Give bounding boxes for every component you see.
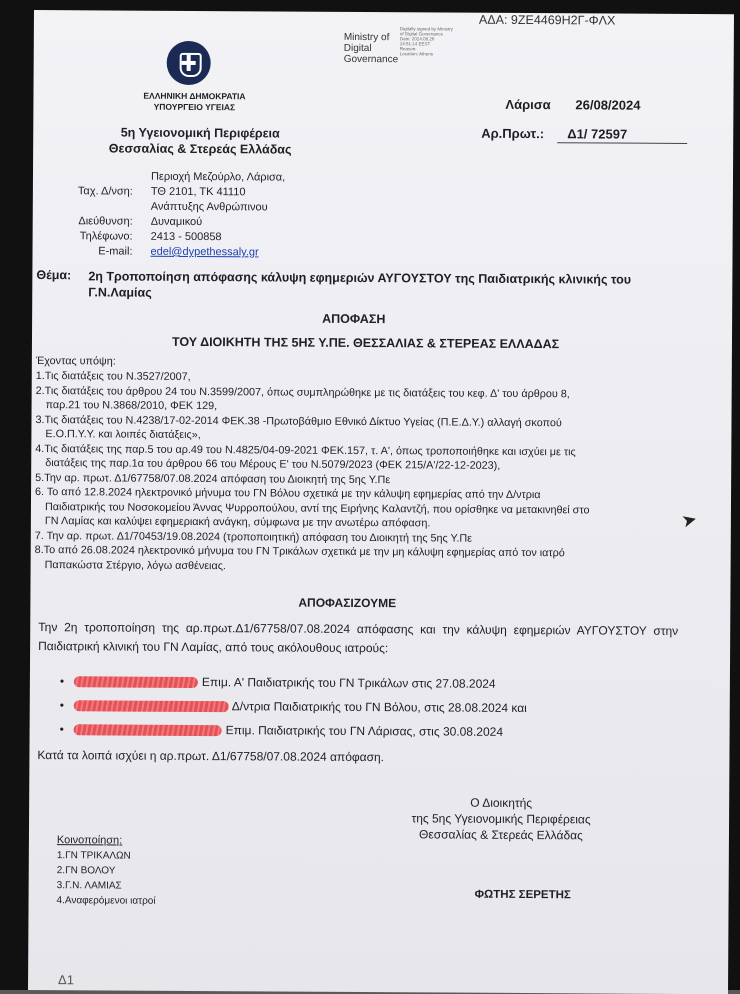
cc-item: 3.Γ.Ν. ΛΑΜΙΑΣ [56,880,122,892]
list-item: παρ.21 του Ν.3868/2010, ΦΕΚ 129, [45,399,218,413]
cc-item: 1.ΓΝ ΤΡΙΚΑΛΩΝ [56,850,131,862]
health-region: 5η Υγειονομική Περιφέρεια Θεσσαλίας & Στερεάς Ελλάδας [108,125,292,157]
closing-statement: Κατά τα λοιπά ισχύει η αρ.πρωτ. Δ1/67758/07.08.2024 απόφαση. [37,748,385,765]
director-title: ΤΟΥ ΔΙΟΙΚΗΤΗ ΤΗΣ 5ΗΣ Υ.ΠΕ. ΘΕΣΣΑΛΙΑΣ & ΣΤΕΡΕΑΣ ΕΛΛΑΔΑΣ [171,334,560,352]
protocol-number: Δ1/ 72597 [567,126,628,142]
list-item: 7. Την αρ. πρωτ. Δ1/70453/19.08.2024 (τροποποιητική) απόφαση του Διοικητή της 5ης Υ.Πε [34,529,473,545]
protocol-underline [557,142,687,144]
list-item: 3.Τις διατάξεις του Ν.4238/17-02-2014 ΦΕΚ.38 -Πρωτοβάθμιο Εθνικό Δίκτυο Υγείας (Π.Ε.Δ.Υ.) αλλαγή σκοπού [35,413,562,429]
list-item: Ε.Ο.Π.Υ.Υ. και λοιπές διατάξεις», [45,428,201,442]
signer-name: ΦΩΤΗΣ ΣΕΡΕΤΗΣ [474,888,571,902]
email-label: E-mail: [98,245,133,258]
address-value: Περιοχή Μεζούρλο, Λάρισα, ΤΘ 2101, ΤΚ 41110 Ανάπτυξης Ανθρώπινου [150,170,286,214]
doctor-entry: Επιμ. Παιδιατρικής του ΓΝ Λάρισας, στις 30.08.2024 [225,723,504,739]
list-item: διατάξεις της παρ.1α του άρθρου 66 του Μέρους Ε' του Ν.5079/2023 (ΦΕΚ 215/Α'/22-12-2023), [45,457,501,472]
phone-value: 2413 - 500858 [150,230,222,244]
list-item: Παιδιατρικής του Νοσοκομείου Άννας Ψυρροπούλου, αντί της Ειρήνης Καλαντζή, που ορίσθηκε να μετακινηθεί στο [44,500,590,516]
cc-title: Κοινοποίηση: [56,834,123,847]
list-item: 4.Τις διατάξεις της παρ.5 του αρ.49 του Ν.4825/04-09-2021 ΦΕΚ.157, τ. Α', όπως τροποποιήθηκε και ισχύει με τις [35,442,576,458]
digital-signature-block: Digitally signed by Ministry of Digital Governance Date: 2024.08.26 14:51:14 EEST Reason: Location: Athens [399,26,453,57]
considering-label: Έχοντας υπόψη: [35,355,116,368]
decide-paragraph: Την 2η τροποποίηση της αρ.πρωτ.Δ1/67758/07.08.2024 απόφασης και την κάλυψη εφημεριών ΑΥΓΟΥΣΤΟΥ στην Παιδιατρική κλινική του ΓΝ Λαμίας, από τους ακόλουθους ιατρούς: [38,620,679,656]
address-label: Ταχ. Δ/νση: [77,185,133,198]
list-item: 1.Τις διατάξεις του Ν.3527/2007, [35,370,191,383]
doctor-entry: Δ/ντρια Παιδιατρικής του ΓΝ Βόλου, στις 28.08.2024 και [231,699,527,716]
protocol-label: Αρ.Πρωτ.: [481,125,545,142]
department-label: Διεύθυνση: [78,215,133,228]
ministry-label: Ministry of Digital Governance [343,31,399,66]
government-header: ΕΛΛΗΝΙΚΗ ΔΗΜΟΚΡΑΤΙΑ ΥΠΟΥΡΓΕΙΟ ΥΓΕΙΑΣ [143,90,246,113]
document-date: 26/08/2024 [575,97,641,113]
ada-code: ΑΔΑ: 9ΖΕ4469Η2Γ-ΦΛΧ [478,12,616,28]
cc-item: 4.Αναφερόμενοι ιατροί [56,895,156,907]
decide-title: ΑΠΟΦΑΣΙΖΟΥΜΕ [298,595,397,611]
list-item: 6. Το από 12.8.2024 ηλεκτρονικό μήνυμα του ΓΝ Βόλου σχετικά με την κάλυψη εφημερίας από την Δ/ντρια [35,486,541,502]
redaction-mark [74,724,222,736]
city: Λάρισα [505,96,551,113]
bullet: • [59,722,64,737]
redaction-mark [74,676,198,688]
bullet: • [59,698,64,713]
doctor-entry: Επιμ. Α' Παιδιατρικής του ΓΝ Τρικάλων στις 27.08.2024 [201,675,496,691]
bullet: • [59,674,65,689]
mouse-cursor-icon: ➤ [679,508,700,532]
list-item: ΓΝ Λαμίας και καλύψει εφημεριακή ανάγκη, σύμφωνα με την ανωτέρω απόφαση. [44,515,431,530]
footer-code: Δ1 [58,972,75,988]
list-item: 5.Την αρ. πρωτ. Δ1/67758/07.08.2024 απόφαση του Διοικητή της 5ης Υ.Πε [35,471,391,486]
redaction-mark [74,700,229,712]
document-page [28,10,734,994]
department-value: Δυναμικού [150,215,203,229]
considerations-list [35,369,686,576]
decision-title: ΑΠΟΦΑΣΗ [322,311,386,327]
subject-label: Θέμα: [36,268,72,283]
cc-item: 2.ΓΝ ΒΟΛΟΥ [56,865,116,877]
signer-block: Ο Διοικητής της 5ης Υγειονομικής Περιφέρειας Θεσσαλίας & Στερεάς Ελλάδας [411,795,591,843]
list-item: 8.Το από 26.08.2024 ηλεκτρονικό μήνυμα του ΓΝ Τρικάλων σχετικά με την μη κάλυψη εφημερίας από τον ιατρό [34,544,565,560]
email-link[interactable]: edel@dypethessaly.gr [150,245,259,259]
subject-text: 2η Τροποποίηση απόφασης κάλυψη εφημεριών ΑΥΓΟΥΣΤΟΥ της Παιδιατρικής κλινικής του Γ.Ν.Λαμίας [88,269,632,300]
list-item: 2.Τις διατάξεις του άρθρου 24 του Ν.3599/2007, όπως συμπληρώθηκε με τις διατάξεις του κεφ. Δ' του άρθρου 8, [35,384,570,400]
phone-label: Τηλέφωνο: [79,230,133,243]
list-item: Παπακώστα Στέργιο, λόγω ασθένειας. [44,558,226,572]
